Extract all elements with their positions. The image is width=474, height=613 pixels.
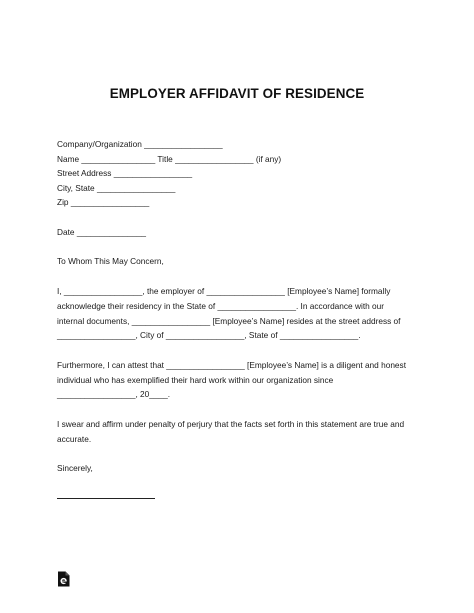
closing: Sincerely, <box>57 463 93 473</box>
city-state-field: City, State _________________ <box>57 183 176 193</box>
paragraph-1-line: I, _________________, the employer of _________________ [Employee’s Name] formally <box>57 286 391 296</box>
name-title-field: Name ________________ Title _________________ (if any) <box>57 154 282 164</box>
salutation: To Whom This May Concern, <box>57 256 164 266</box>
eforms-logo-icon <box>57 571 70 587</box>
street-address-field: Street Address _________________ <box>57 168 193 178</box>
paragraph-1-line: internal documents, _________________ [Employee’s Name] resides at the street address of <box>57 316 401 326</box>
paragraph-3-line: accurate. <box>57 434 92 444</box>
paragraph-1-line: _________________, City of _________________, State of _________________. <box>57 330 361 340</box>
paragraph-2-line: Furthermore, I can attest that _________________ [Employee’s Name] is a diligent and honest <box>57 360 406 370</box>
zip-field: Zip _________________ <box>57 197 150 207</box>
date-field: Date _______________ <box>57 227 147 237</box>
paragraph-1-line: acknowledge their residency in the State of _________________. In accordance with our <box>57 301 385 311</box>
document-title: EMPLOYER AFFIDAVIT OF RESIDENCE <box>109 86 365 101</box>
paragraph-2-line: individual who has exemplified their hard work within our organization since <box>57 375 334 385</box>
company-field: Company/Organization _________________ <box>57 139 223 149</box>
signature-line <box>57 498 155 499</box>
paragraph-3-line: I swear and affirm under penalty of perjury that the facts set forth in this statement are true and <box>57 419 405 429</box>
paragraph-2-line: _________________, 20____. <box>57 389 171 399</box>
